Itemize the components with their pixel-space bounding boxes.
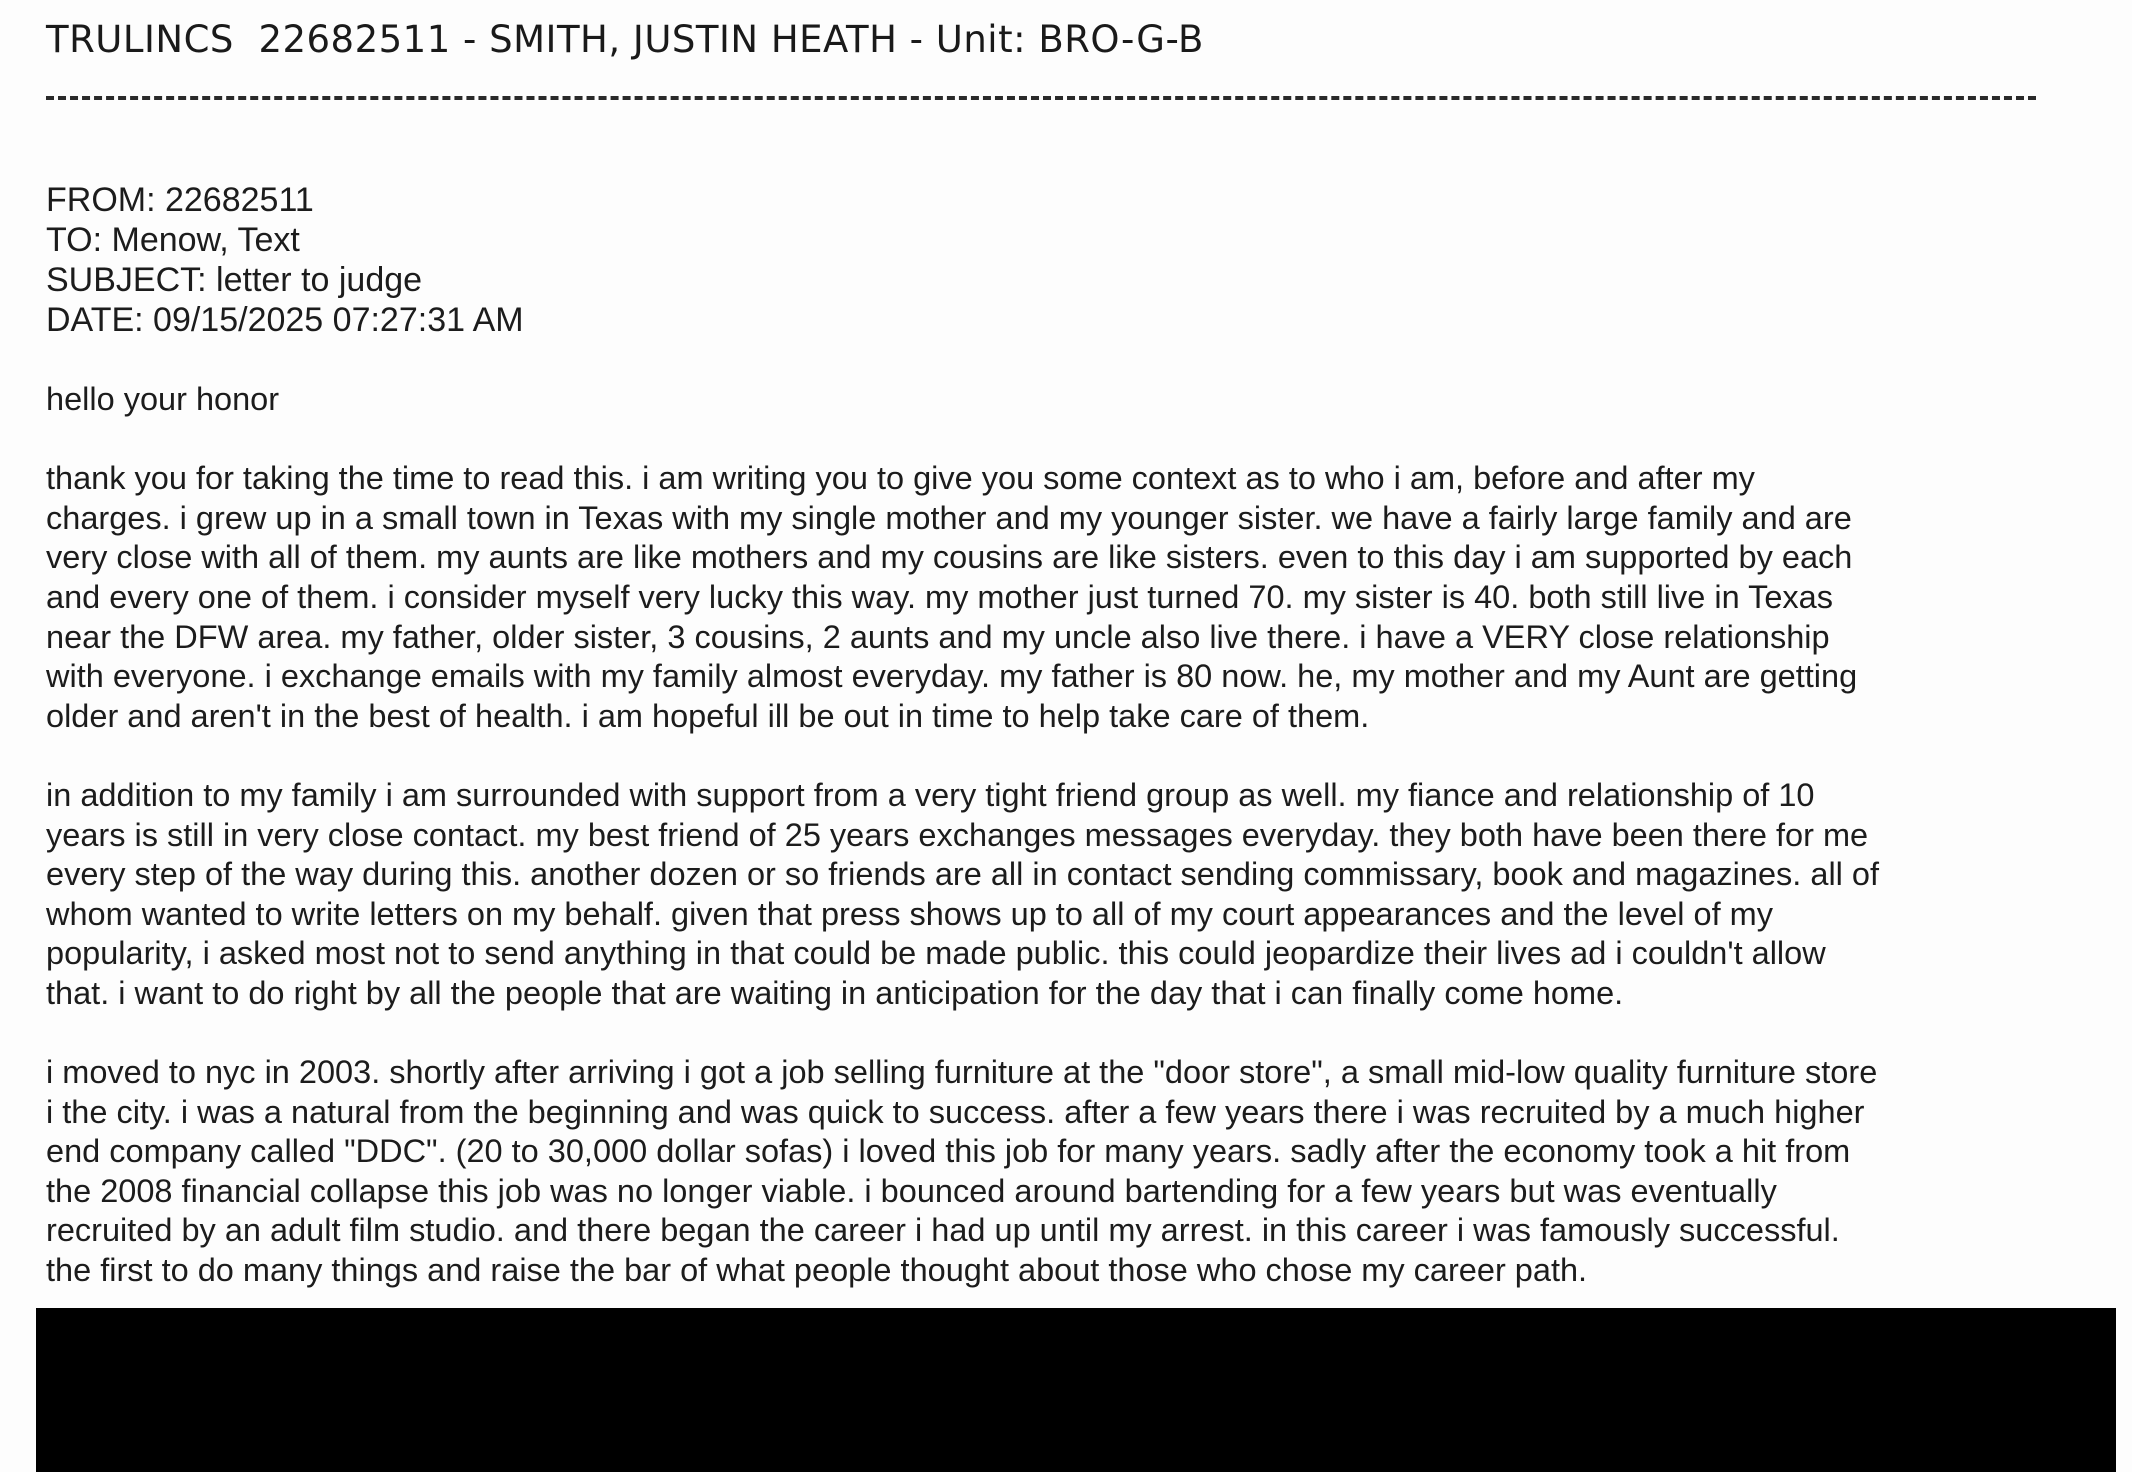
message-metadata [46,180,524,340]
paragraph-line: popularity, i asked most not to send anything in that could be made public. this could jeopardize their lives ad i couldn't allow [46,935,1826,972]
paragraph-line: years is still in very close contact. my best friend of 25 years exchanges messages everyday. they both have been there for me [46,816,1869,853]
paragraph-line: i the city. i was a natural from the beginning and was quick to success. after a few years there i was recruited by a much higher [46,1093,1865,1130]
letter-greeting [46,380,2086,420]
greeting-line: hello your honor [46,381,280,417]
date-line: DATE: 09/15/2025 07:27:31 AM [46,301,524,339]
redaction-block [36,1308,2116,1472]
paragraph-line: that. i want to do right by all the people that are waiting in anticipation for the day that i can finally come home. [46,974,1624,1011]
paragraph-line: the first to do many things and raise the bar of what people thought about those who chose my career path. [46,1252,1588,1289]
paragraph-line: near the DFW area. my father, older sister, 3 cousins, 2 aunts and my uncle also live there. i have a VERY close relationship [46,618,1830,655]
paragraph-line: every step of the way during this. another dozen or so friends are all in contact sending commissary, book and magazines. all of [46,856,1880,893]
paragraph-line: and every one of them. i consider myself very lucky this way. my mother just turned 70. my sister is 40. both still live in Texas [46,578,1834,615]
paragraph-family [46,459,2086,736]
paragraph-line: charges. i grew up in a small town in Texas with my single mother and my younger sister. we have a fairly large family and are [46,499,1852,536]
subject-line: SUBJECT: letter to judge [46,261,423,299]
paragraph-line: older and aren't in the best of health. i am hopeful ill be out in time to help take care of them. [46,697,1370,734]
paragraph-line: end company called "DDC". (20 to 30,000 dollar sofas) i loved this job for many years. sadly after the economy took a hit from [46,1133,1851,1170]
paragraph-line: very close with all of them. my aunts are like mothers and my cousins are like sisters. even to this day i am supported by each [46,539,1853,576]
paragraph-line: i moved to nyc in 2003. shortly after arriving i got a job selling furniture at the "door store", a small mid-low quality furniture store [46,1054,1878,1091]
letter-body [46,380,2086,1330]
paragraph-line: recruited by an adult film studio. and there began the career i had up until my arrest. in this career i was famously successful. [46,1212,1840,1249]
to-line: TO: Menow, Text [46,221,300,259]
paragraph-friends [46,776,2086,1014]
paragraph-line: with everyone. i exchange emails with my family almost everyday. my father is 80 now. he, my mother and my Aunt are getting [46,658,1858,695]
paragraph-line: whom wanted to write letters on my behalf. given that press shows up to all of my court appearances and the level of my [46,895,1773,932]
paragraph-line: the 2008 financial collapse this job was no longer viable. i bounced around bartending for a few years but was eventually [46,1172,1777,1209]
dashed-divider [46,96,2036,100]
paragraph-line: thank you for taking the time to read this. i am writing you to give you some context as to who i am, before and after my [46,460,1755,497]
paragraph-line: in addition to my family i am surrounded with support from a very tight friend group as well. my fiance and relationship of 10 [46,776,1815,813]
from-line: FROM: 22682511 [46,181,314,219]
paragraph-career [46,1053,2086,1291]
trulincs-header: TRULINCS 22682511 - SMITH, JUSTIN HEATH - Unit: BRO-G-B [46,18,1204,61]
